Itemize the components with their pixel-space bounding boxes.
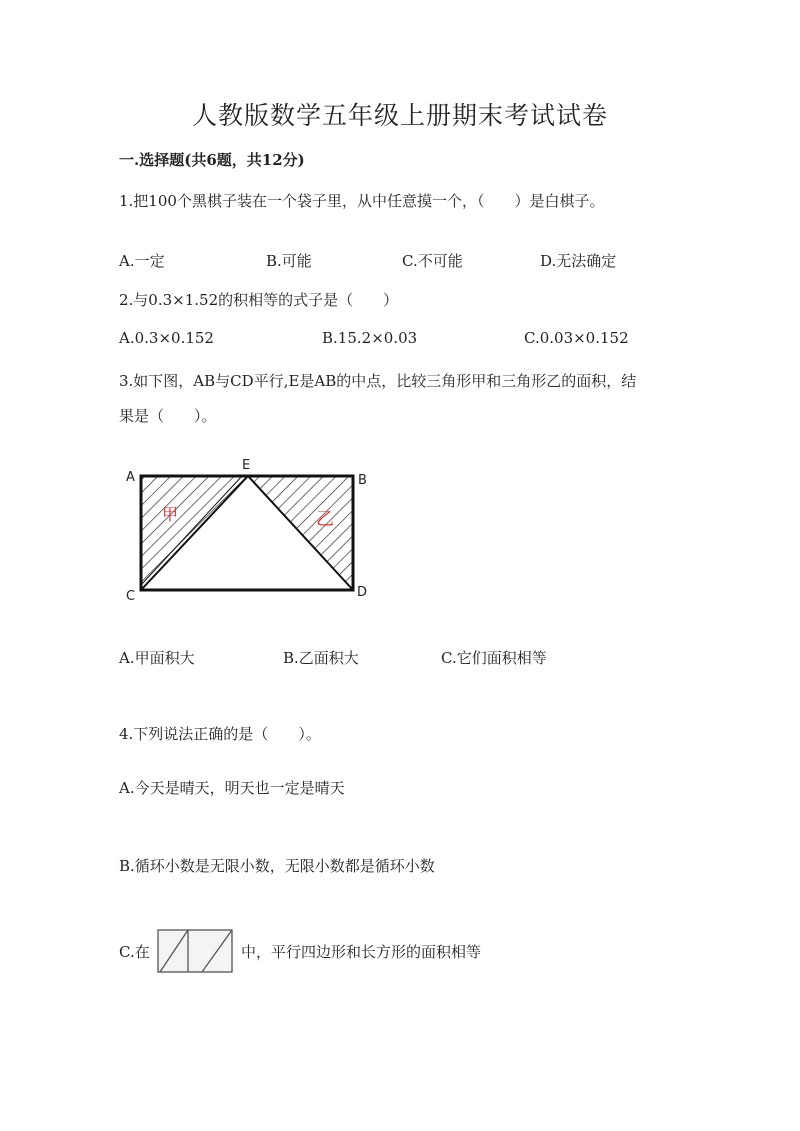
question-3-stem-line1: 3.如下图，AB与CD平行,E是AB的中点，比较三角形甲和三角形乙的面积，结 bbox=[119, 372, 637, 390]
question-4-option-a: A.今天是晴天，明天也一定是晴天 bbox=[119, 779, 345, 797]
parallelogram-rectangle-figure bbox=[156, 928, 236, 974]
label-jia: 甲 bbox=[162, 505, 179, 524]
question-2-option-c: C.0.03×0.152 bbox=[524, 329, 629, 347]
question-3-stem-line2: 果是（ ）。 bbox=[119, 407, 217, 425]
question-3-option-c: C.它们面积相等 bbox=[441, 649, 547, 667]
question-1-option-d: D.无法确定 bbox=[540, 252, 617, 270]
question-3-option-b: B.乙面积大 bbox=[283, 649, 359, 667]
question-2-option-b: B.15.2×0.03 bbox=[322, 329, 418, 347]
label-b: B bbox=[358, 473, 367, 488]
label-d: D bbox=[357, 585, 368, 600]
question-4-option-b: B.循环小数是无限小数，无限小数都是循环小数 bbox=[119, 857, 435, 875]
page-title: 人教版数学五年级上册期末考试试卷 bbox=[191, 101, 608, 130]
section-heading: 一.选择题(共6题，共12分) bbox=[119, 151, 305, 169]
question-1-stem: 1.把100个黑棋子装在一个袋子里，从中任意摸一个，（ ）是白棋子。 bbox=[119, 192, 605, 210]
question-2-option-a: A.0.3×0.152 bbox=[119, 329, 214, 347]
question-1-option-a: A.一定 bbox=[119, 252, 165, 270]
label-yi: 乙 bbox=[316, 509, 334, 530]
question-3-option-a: A.甲面积大 bbox=[119, 649, 195, 667]
label-c: C bbox=[126, 589, 136, 604]
question-1-option-c: C.不可能 bbox=[402, 252, 463, 270]
question-4-option-c-suffix: 中，平行四边形和长方形的面积相等 bbox=[241, 943, 482, 961]
question-1-option-b: B.可能 bbox=[266, 252, 312, 270]
question-2-stem: 2.与0.3×1.52的积相等的式子是（ ） bbox=[119, 291, 399, 309]
label-a: A bbox=[126, 470, 135, 485]
question-4-option-c-prefix: C.在 bbox=[119, 943, 150, 961]
label-e: E bbox=[242, 458, 251, 473]
question-4-stem: 4.下列说法正确的是（ ）。 bbox=[119, 725, 321, 743]
trapezoid-figure bbox=[118, 452, 378, 607]
